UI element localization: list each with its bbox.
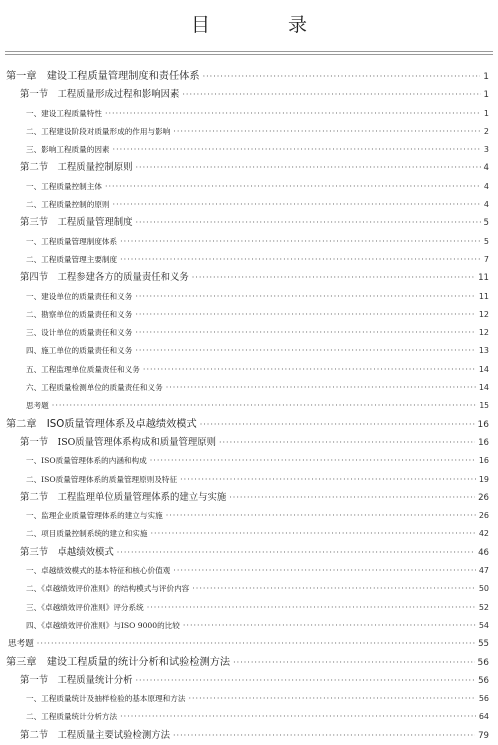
toc-page-number: 5 (483, 236, 489, 246)
toc-entry-label: 第一节 工程质量统计分析 (20, 674, 133, 686)
dot-leader (192, 580, 476, 598)
toc-page-number: 2 (483, 126, 489, 136)
toc-entry-label: 第一章 建设工程质量管理制度和责任体系 (6, 71, 200, 82)
toc-entry-label: 第二节 工程质量控制原则 (20, 162, 133, 174)
toc-page-number: 56 (478, 694, 489, 704)
dot-leader (37, 635, 475, 653)
toc-page-number: 12 (478, 328, 489, 338)
toc-item-entry[interactable] (0, 196, 498, 214)
toc-page-number: 42 (478, 529, 489, 539)
toc-entry-label: 一、卓越绩效模式的基本特征和核心价值观 (26, 566, 171, 576)
dot-leader (105, 105, 481, 123)
toc-page-number: 12 (478, 309, 489, 319)
toc-page-number: 3 (483, 145, 489, 155)
toc-item-entry[interactable] (0, 525, 498, 543)
toc-section-entry[interactable] (0, 86, 498, 104)
toc-item-entry[interactable] (0, 580, 498, 598)
toc-entry-label: 一、建设工程质量特性 (26, 108, 102, 118)
toc-item-entry[interactable] (0, 452, 498, 470)
toc-entry-label: 一、建设单位的质量责任和义务 (26, 291, 133, 301)
toc-page-number: 26 (478, 511, 489, 521)
dot-leader (182, 86, 480, 104)
toc-item-entry[interactable] (0, 251, 498, 269)
toc-item-entry[interactable] (0, 178, 498, 196)
dot-leader (183, 617, 476, 635)
toc-page-number: 52 (478, 602, 489, 612)
dot-leader (117, 544, 475, 562)
toc-entry-label: 一、监理企业质量管理体系的建立与实施 (26, 511, 163, 521)
toc-page-number: 26 (478, 492, 489, 503)
toc-page-number: 50 (478, 584, 489, 594)
table-of-contents (0, 68, 498, 745)
dot-leader (135, 288, 476, 306)
toc-item-entry[interactable] (0, 324, 498, 342)
toc-entry-label: 二、工程质量控制的原则 (26, 200, 110, 210)
toc-section-entry[interactable] (0, 544, 498, 562)
dot-leader (173, 562, 476, 580)
toc-entry-label: 二、工程建设阶段对质量形成的作用与影响 (26, 126, 171, 136)
dot-leader (192, 269, 475, 287)
toc-entry-label: 二、勘察单位的质量责任和义务 (26, 309, 133, 319)
toc-entry-label: 二、工程质量统计分析方法 (26, 712, 118, 722)
toc-item-entry[interactable] (0, 562, 498, 580)
toc-entry-label: 一、工程质量控制主体 (26, 181, 102, 191)
toc-page-number: 46 (478, 547, 489, 558)
toc-entry-label: 第二节 工程监理单位质量管理体系的建立与实施 (20, 491, 227, 503)
toc-item-entry[interactable] (0, 233, 498, 251)
toc-item-entry[interactable] (0, 379, 498, 397)
dot-leader (233, 654, 474, 672)
dot-leader (136, 672, 476, 690)
toc-chapter-entry[interactable] (0, 416, 498, 434)
dot-leader (203, 68, 481, 86)
dot-leader (200, 416, 475, 434)
toc-section-entry[interactable] (0, 672, 498, 690)
toc-page-number: 15 (479, 401, 489, 411)
toc-entry-label: 第二章 ISO质量管理体系及卓越绩效模式 (6, 418, 197, 430)
dot-leader (113, 141, 481, 159)
toc-entry-label: 第一节 工程质量形成过程和影响因素 (20, 89, 180, 101)
toc-entry-label: 一、工程质量管理制度体系 (26, 236, 118, 246)
toc-page-number: 11 (478, 273, 489, 284)
dot-leader (166, 507, 476, 525)
toc-item-entry[interactable] (0, 342, 498, 360)
dot-leader (135, 306, 476, 324)
toc-section-entry[interactable] (0, 727, 498, 745)
toc-section-entry[interactable] (0, 489, 498, 507)
toc-questions-entry[interactable] (0, 635, 498, 653)
toc-entry-label: 思考题 (8, 639, 34, 650)
toc-entry-label: 五、工程监理单位质量责任和义务 (26, 364, 140, 374)
toc-page-number: 16 (477, 419, 489, 430)
dot-leader (52, 397, 477, 415)
toc-entry-label: 二、项目质量控制系统的建立和实施 (26, 529, 148, 539)
dot-leader (143, 361, 476, 379)
toc-page-number: 14 (478, 383, 489, 393)
dot-leader (150, 452, 476, 470)
toc-entry-label: 思考题 (26, 401, 49, 411)
toc-entry-label: 三、影响工程质量的因素 (26, 145, 110, 155)
dot-leader (188, 690, 475, 708)
toc-chapter-entry[interactable] (0, 654, 498, 672)
toc-item-entry[interactable] (0, 288, 498, 306)
dot-leader (120, 251, 481, 269)
dot-leader (180, 471, 476, 489)
dot-leader (229, 489, 475, 507)
toc-section-entry[interactable] (0, 434, 498, 452)
toc-entry-label: 四、施工单位的质量责任和义务 (26, 346, 133, 356)
dot-leader (135, 342, 476, 360)
toc-section-entry[interactable] (0, 269, 498, 287)
toc-page-number: 16 (478, 437, 489, 448)
toc-entry-label: 三、设计单位的质量责任和义务 (26, 328, 133, 338)
toc-entry-label: 一、ISO质量管理体系的内涵和构成 (26, 456, 147, 466)
dot-leader (173, 727, 475, 745)
toc-entry-label: 第三章 建设工程质量的统计分析和试验检测方法 (6, 656, 231, 668)
toc-page-number: 47 (478, 566, 489, 576)
toc-entry-label: 第一节 ISO质量管理体系构成和质量管理原则 (20, 436, 216, 448)
toc-entry-label: 第四节 工程参建各方的质量责任和义务 (20, 272, 189, 284)
toc-page-number: 55 (478, 639, 489, 650)
toc-item-entry[interactable] (0, 306, 498, 324)
dot-leader (136, 214, 481, 232)
dot-leader (173, 123, 481, 141)
toc-item-entry[interactable] (0, 141, 498, 159)
dot-leader (120, 708, 476, 726)
toc-entry-label: 二、《卓越绩效评价准则》的结构模式与评价内容 (26, 584, 190, 594)
dot-leader (219, 434, 475, 452)
toc-page-number: 13 (478, 346, 489, 356)
top-rule-1 (5, 51, 493, 52)
toc-page-number: 1 (483, 72, 489, 82)
dot-leader (113, 196, 481, 214)
toc-entry-label: 二、ISO质量管理体系的质量管理原则及特征 (26, 474, 178, 484)
toc-entry-label: 一、工程质量统计及抽样检验的基本原理和方法 (26, 694, 186, 704)
top-rule-2 (5, 54, 493, 55)
toc-page-number: 4 (483, 200, 489, 210)
toc-page-number: 5 (483, 218, 489, 229)
toc-entry-label: 六、工程质量检测单位的质量责任和义务 (26, 383, 163, 393)
toc-entry-label: 第三节 工程质量管理制度 (20, 217, 133, 229)
dot-leader (135, 324, 476, 342)
toc-item-entry[interactable] (0, 507, 498, 525)
toc-page-number: 1 (483, 90, 489, 101)
toc-item-entry[interactable] (0, 617, 498, 635)
toc-entry-label: 第二节 工程质量主要试验检测方法 (20, 729, 171, 741)
toc-section-entry[interactable] (0, 159, 498, 177)
toc-page-number: 56 (478, 675, 489, 686)
dot-leader (136, 159, 481, 177)
toc-section-entry[interactable] (0, 214, 498, 232)
dot-leader (120, 233, 481, 251)
toc-item-entry[interactable] (0, 105, 498, 123)
dot-leader (147, 599, 476, 617)
toc-questions-entry[interactable] (0, 397, 498, 415)
toc-page-number: 79 (478, 730, 489, 741)
toc-chapter-entry[interactable] (0, 68, 498, 86)
toc-entry-label: 第三节 卓越绩效模式 (20, 546, 114, 558)
dot-leader (166, 379, 476, 397)
toc-entry-label: 二、工程质量管理主要制度 (26, 254, 118, 264)
toc-item-entry[interactable] (0, 123, 498, 141)
toc-item-entry[interactable] (0, 708, 498, 726)
toc-page-number: 19 (478, 474, 489, 484)
toc-entry-label: 四、《卓越绩效评价准则》与ISO 9000的比较 (26, 620, 180, 630)
toc-page-number: 4 (483, 181, 489, 191)
toc-page-number: 64 (478, 712, 489, 722)
toc-page-number: 1 (483, 108, 489, 118)
toc-entry-label: 三、《卓越绩效评价准则》评分系统 (26, 602, 144, 612)
toc-item-entry[interactable] (0, 599, 498, 617)
toc-page-number: 7 (483, 254, 489, 264)
toc-page-number: 14 (478, 364, 489, 374)
toc-item-entry[interactable] (0, 471, 498, 489)
dot-leader (151, 525, 476, 543)
toc-page-number: 54 (478, 620, 489, 630)
toc-page-number: 16 (478, 456, 489, 466)
toc-page-number: 11 (478, 291, 489, 301)
page-title: 目 录 (190, 14, 344, 36)
toc-page-number: 4 (483, 163, 489, 174)
toc-item-entry[interactable] (0, 690, 498, 708)
toc-page-number: 56 (477, 657, 489, 668)
toc-item-entry[interactable] (0, 361, 498, 379)
dot-leader (105, 178, 481, 196)
